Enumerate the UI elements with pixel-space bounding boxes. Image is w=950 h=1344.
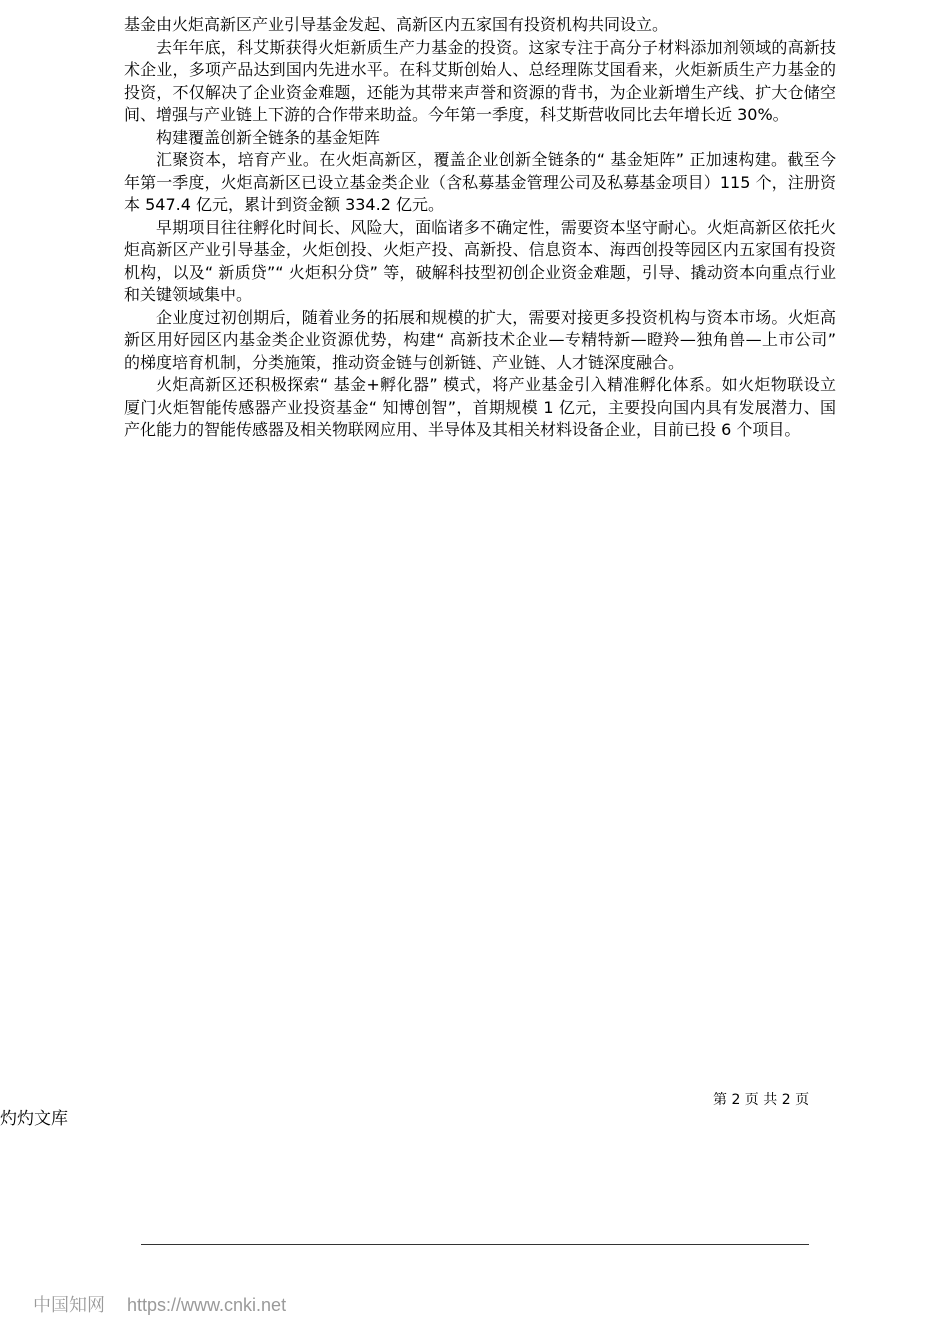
footer-divider: [141, 1244, 809, 1245]
cnki-watermark: [33, 1293, 286, 1318]
section-heading: 构建覆盖创新全链条的基金矩阵: [156, 127, 381, 147]
article-paragraph: 汇聚资本，培育产业。在火炬高新区，覆盖企业创新全链条的“ 基金矩阵” 正加速构建。截至今年第一季度，火炬高新区已设立基金类企业（含私募基金管理公司及私募基金项目）115 个，注册资本 547.4 亿元，累计到资金额 334.2 亿元。: [124, 150, 836, 214]
article-body: [124, 14, 836, 442]
article-paragraph: 去年年底，科艾斯获得火炬新质生产力基金的投资。这家专注于高分子材料添加剂领域的高新技术企业，多项产品达到国内先进水平。在科艾斯创始人、总经理陈艾国看来，火炬新质生产力基金的投资，不仅解决了企业资金难题，还能为其带来声誉和资源的背书，为企业新增生产线、扩大仓储空间、增强与产业链上下游的合作带来助益。今年第一季度，科艾斯营收同比去年增长近 30%。: [124, 37, 836, 124]
article-paragraph: 火炬高新区还积极探索“ 基金+孵化器” 模式，将产业基金引入精准孵化体系。如火炬物联设立厦门火炬智能传感器产业投资基金“ 知博创智”，首期规模 1 亿元，主要投向国内具有发展潜力、国产化能力的智能传感器及相关物联网应用、半导体及其相关材料设备企业，目前已投 6 个项目。: [124, 375, 836, 439]
cnki-name: 中国知网: [33, 1295, 105, 1316]
page-number: 第 2 页 共 2 页: [713, 1092, 810, 1108]
article-paragraph: 早期项目往往孵化时间长、风险大，面临诸多不确定性，需要资本坚守耐心。火炬高新区依托火炬高新区产业引导基金，火炬创投、火炬产投、高新投、信息资本、海西创投等园区内五家国有投资机构，以及“ 新质贷”“ 火炬积分贷” 等，破解科技型初创企业资金难题，引导、撬动资本向重点行业和关键领域集中。: [124, 217, 836, 304]
article-paragraph: 基金由火炬高新区产业引导基金发起、高新区内五家国有投资机构共同设立。: [124, 15, 669, 34]
article-paragraph: 企业度过初创期后，随着业务的拓展和规模的扩大，需要对接更多投资机构与资本市场。火炬高新区用好园区内基金类企业资源优势，构建“ 高新技术企业—专精特新—瞪羚—独角兽—上市公司” 的梯度培育机制，分类施策，推动资金链与创新链、产业链、人才链深度融合。: [124, 307, 836, 372]
cnki-url[interactable]: https://www.cnki.net: [127, 1295, 287, 1315]
library-name: 灼灼文库: [0, 1109, 68, 1129]
